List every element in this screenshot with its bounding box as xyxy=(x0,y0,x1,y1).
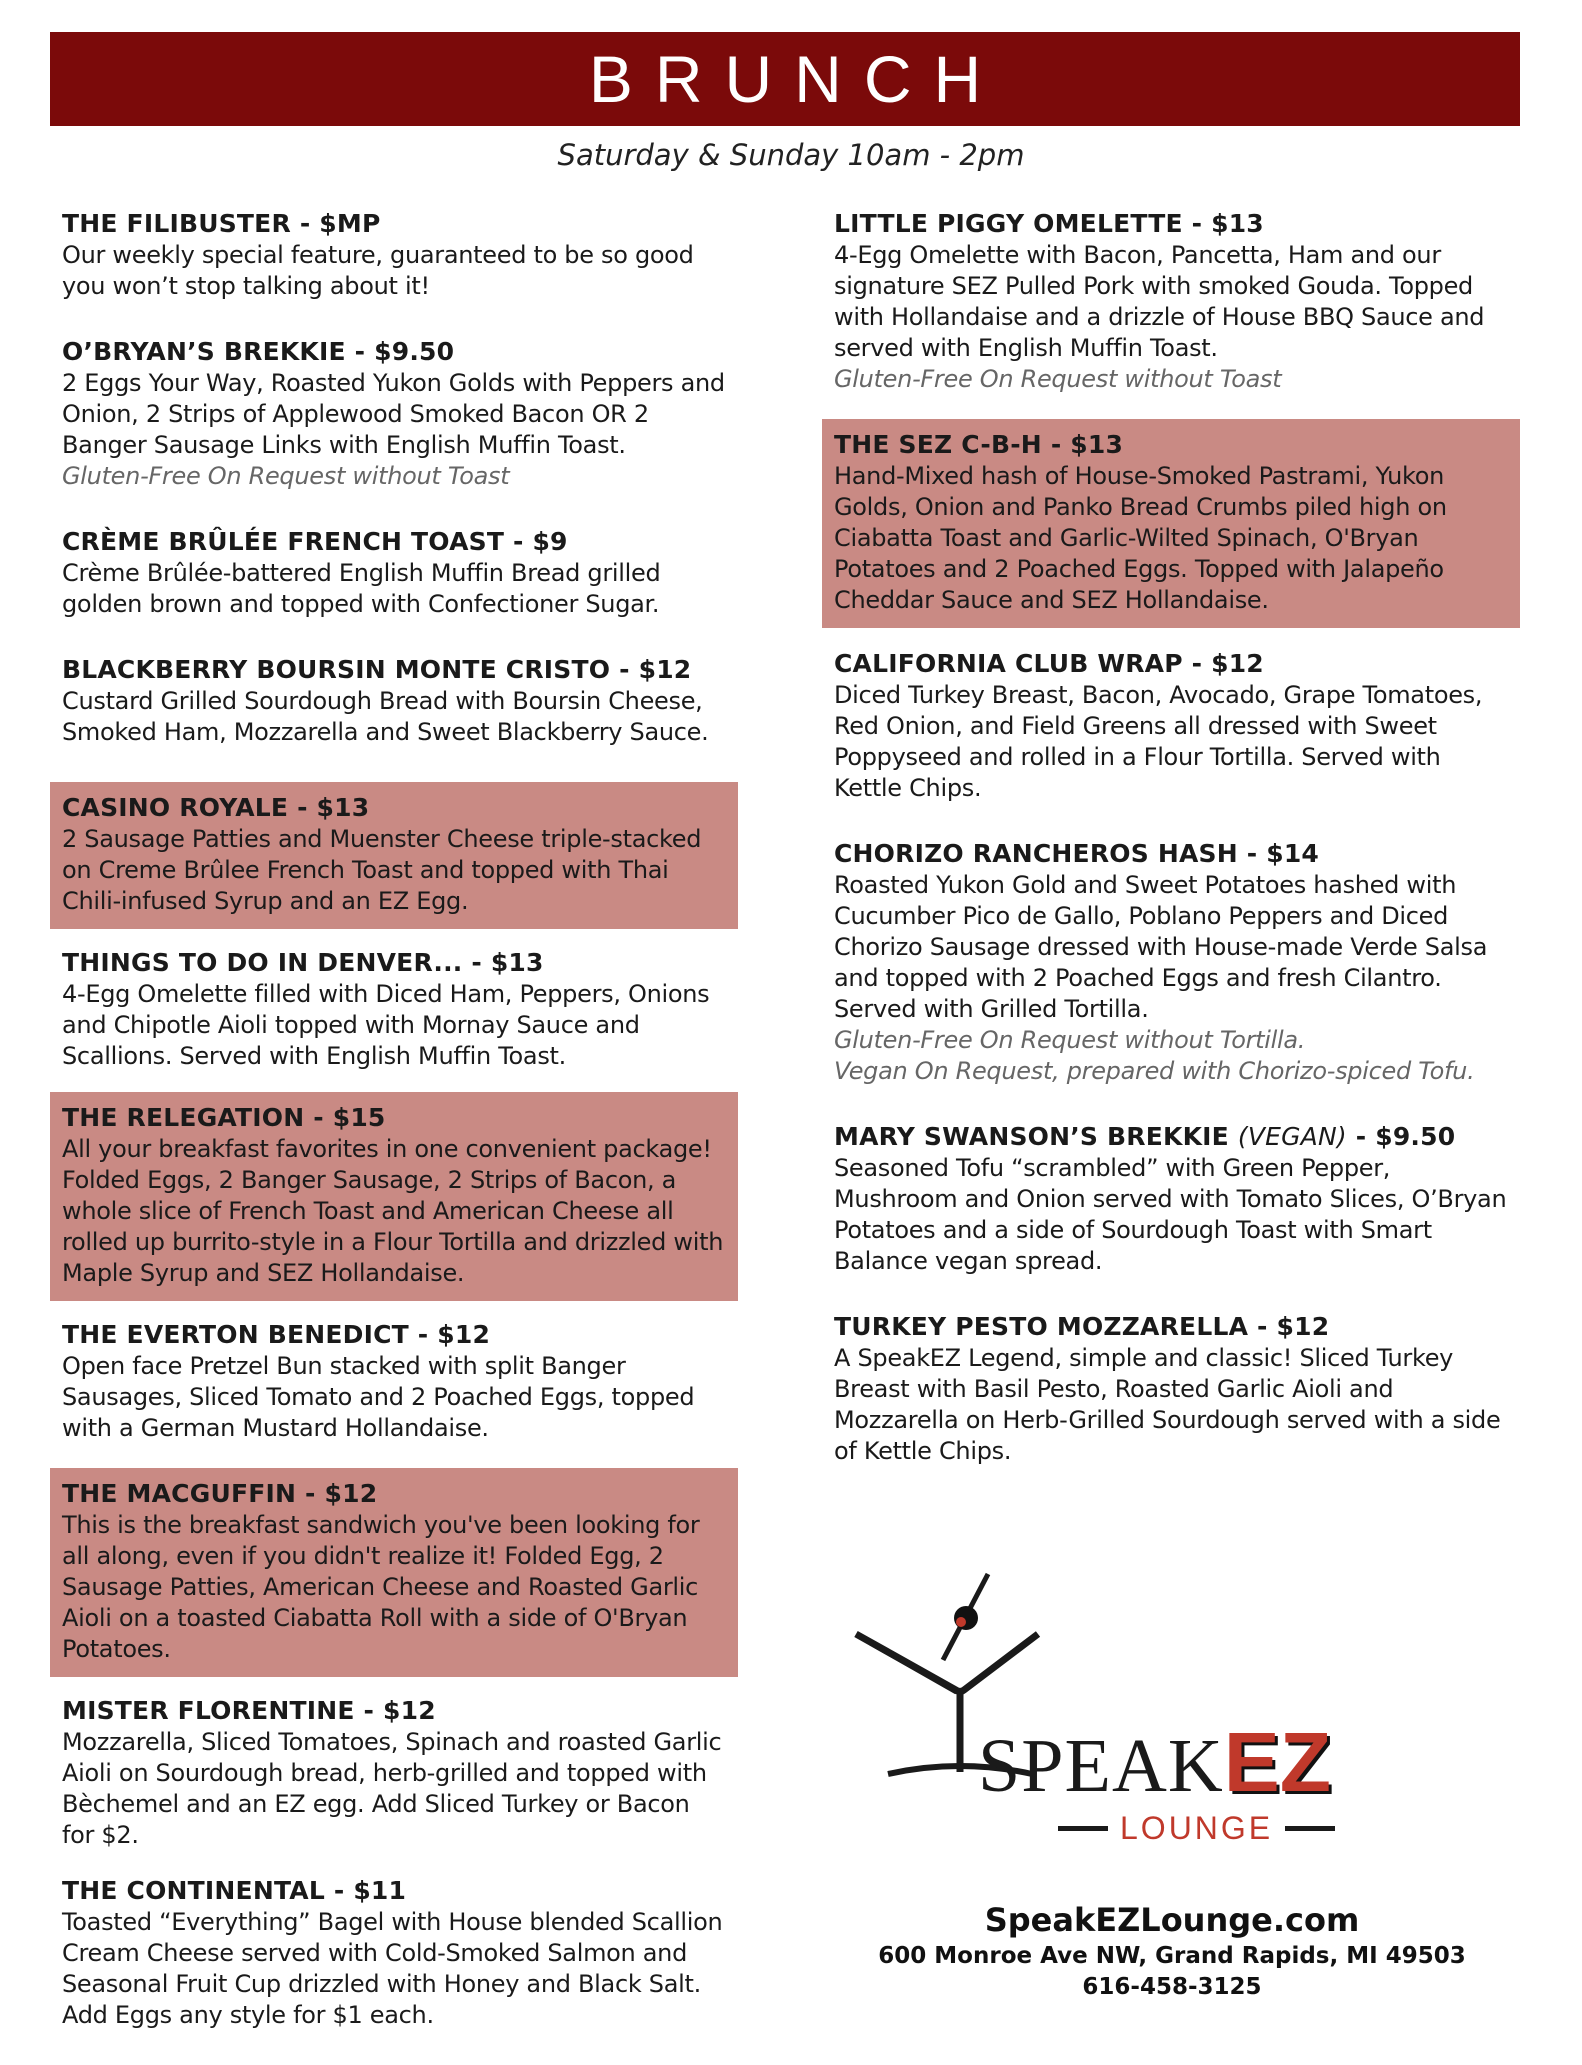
dietary-note: Gluten-Free On Request without Toast xyxy=(62,462,510,490)
menu-item-description: Open face Pretzel Bun stacked with split Banger Sausages, Sliced Tomato and 2 Poached Eggs, topped with a German Mustard Hollandaise. xyxy=(62,1352,695,1442)
menu-item-title: THE CONTINENTAL - $11 xyxy=(62,1876,407,1905)
logo-lounge-row xyxy=(1058,1810,1335,1847)
logo-divider-right xyxy=(1285,1826,1335,1831)
menu-item-title: THE RELEGATION - $15 xyxy=(62,1103,386,1132)
menu-item-title: O’BRYAN’S BREKKIE - $9.50 xyxy=(62,337,455,366)
page-title: BRUNCH xyxy=(588,42,1004,116)
menu-item-title xyxy=(834,1121,1508,1153)
menu-item-title: THE EVERTON BENEDICT - $12 xyxy=(62,1320,491,1349)
title-price: - $9.50 xyxy=(1355,1122,1456,1151)
menu-item xyxy=(50,526,738,620)
menu-item-description: 4-Egg Omelette with Bacon, Pancetta, Ham and our signature SEZ Pulled Pork with smoked Gouda. Topped with Hollandaise and a drizzle of House BBQ Sauce and served with English Muffin Toast. xyxy=(834,241,1485,362)
menu-item-title: CHORIZO RANCHEROS HASH - $14 xyxy=(834,839,1320,868)
menu-item-description: Custard Grilled Sourdough Bread with Boursin Cheese, Smoked Ham, Mozzarella and Sweet Blackberry Sauce. xyxy=(62,687,709,746)
menu-item xyxy=(50,654,738,748)
menu-item-title: TURKEY PESTO MOZZARELLA - $12 xyxy=(834,1312,1330,1341)
menu-item xyxy=(50,336,738,492)
menu-item-title: LITTLE PIGGY OMELETTE - $13 xyxy=(834,209,1264,238)
menu-item-title: THE SEZ C-B-H - $13 xyxy=(834,430,1124,459)
menu-item-description: 4-Egg Omelette filled with Diced Ham, Peppers, Onions and Chipotle Aioli topped with Mornay Sauce and Scallions. Served with English Muffin Toast. xyxy=(62,980,710,1070)
menu-item xyxy=(822,838,1520,1087)
menu-item-title: CALIFORNIA CLUB WRAP - $12 xyxy=(834,649,1264,678)
menu-item-highlighted xyxy=(50,1092,738,1301)
logo-divider-left xyxy=(1058,1826,1108,1831)
menu-item-title: CASINO ROYALE - $13 xyxy=(62,793,370,822)
menu-item-description: Roasted Yukon Gold and Sweet Potatoes hashed with Cucumber Pico de Gallo, Poblano Peppers and Diced Chorizo Sausage dressed with House-made Verde Salsa and topped with 2 Poached Eggs and fresh Cilantro. Served with Grilled Tortilla. xyxy=(834,871,1488,1023)
contact-footer xyxy=(822,1900,1522,2002)
logo-speak: SPEAK xyxy=(978,1724,1224,1808)
menu-item xyxy=(50,1695,738,1851)
menu-item-description: Our weekly special feature, guaranteed to be so good you won’t stop talking about it! xyxy=(62,241,694,300)
address: 600 Monroe Ave NW, Grand Rapids, MI 49503 xyxy=(878,1943,1466,1969)
hours-subtitle: Saturday & Sunday 10am - 2pm xyxy=(557,138,1025,172)
logo-wordmark xyxy=(978,1714,1331,1811)
dietary-note: Gluten-Free On Request without Toast xyxy=(834,365,1282,393)
website-link[interactable]: SpeakEZLounge.com xyxy=(984,1901,1360,1939)
menu-item-description: 2 Eggs Your Way, Roasted Yukon Golds with Peppers and Onion, 2 Strips of Applewood Smoked Bacon OR 2 Banger Sausage Links with English Muffin Toast. xyxy=(62,369,725,459)
menu-item-title: THE FILIBUSTER - $MP xyxy=(62,209,381,238)
menu-column-left xyxy=(50,208,738,2065)
menu-item-highlighted xyxy=(50,1468,738,1677)
logo-lounge: LOUNGE xyxy=(1120,1810,1274,1846)
vegan-tag: (VEGAN) xyxy=(1237,1122,1347,1151)
menu-item-description: All your breakfast favorites in one convenient package! Folded Eggs, 2 Banger Sausage, 2 Strips of Bacon, a whole slice of French Toast and American Cheese all rolled up burrito-style in a Flour Tortilla and drizzled with Maple Syrup and SEZ Hollandaise. xyxy=(62,1135,724,1287)
logo-ez: EZ xyxy=(1223,1715,1332,1809)
menu-item xyxy=(822,1311,1520,1467)
menu-item-description: Seasoned Tofu “scrambled” with Green Pepper, Mushroom and Onion served with Tomato Slices, O’Bryan Potatoes and a side of Sourdough Toast with Smart Balance vegan spread. xyxy=(834,1154,1507,1275)
dietary-note: Gluten-Free On Request without Tortilla. Vegan On Request, prepared with Chorizo-spiced Tofu. xyxy=(834,1026,1475,1085)
menu-item-description: Crème Brûlée-battered English Muffin Bread grilled golden brown and topped with Confectioner Sugar. xyxy=(62,559,661,618)
menu-item xyxy=(822,208,1520,395)
menu-item xyxy=(822,648,1520,804)
menu-item-description: Mozzarella, Sliced Tomatoes, Spinach and roasted Garlic Aioli on Sourdough bread, herb-grilled and topped with Bèchemel and an EZ egg. Add Sliced Turkey or Bacon for $2. xyxy=(62,1728,722,1849)
menu-item-description: Diced Turkey Breast, Bacon, Avocado, Grape Tomatoes, Red Onion, and Field Greens all dressed with Sweet Poppyseed and rolled in a Flour Tortilla. Served with Kettle Chips. xyxy=(834,681,1483,802)
menu-column-right xyxy=(822,208,1520,1501)
menu-item-title: MISTER FLORENTINE - $12 xyxy=(62,1696,436,1725)
menu-item-title: THE MACGUFFIN - $12 xyxy=(62,1479,378,1508)
menu-item xyxy=(50,208,738,302)
title-banner xyxy=(50,32,1520,126)
title-main: MARY SWANSON’S BREKKIE xyxy=(834,1122,1229,1151)
menu-item-highlighted xyxy=(822,419,1520,628)
menu-item xyxy=(50,947,738,1072)
menu-item-description: This is the breakfast sandwich you've been looking for all along, even if you didn't realize it! Folded Egg, 2 Sausage Patties, American Cheese and Roasted Garlic Aioli on a toasted Ciabatta Roll with a side of O'Bryan Potatoes. xyxy=(62,1511,700,1663)
menu-item xyxy=(50,1875,738,2031)
menu-item-title: THINGS TO DO IN DENVER... - $13 xyxy=(62,948,544,977)
menu-item-title: BLACKBERRY BOURSIN MONTE CRISTO - $12 xyxy=(62,655,692,684)
menu-item xyxy=(50,1319,738,1444)
speakez-logo xyxy=(848,1562,1458,1846)
menu-item-description: 2 Sausage Patties and Muenster Cheese triple-stacked on Creme Brûlee French Toast and topped with Thai Chili-infused Syrup and an EZ Egg. xyxy=(62,825,702,915)
menu-item-description: A SpeakEZ Legend, simple and classic! Sliced Turkey Breast with Basil Pesto, Roasted Garlic Aioli and Mozzarella on Herb-Grilled Sourdough served with a side of Kettle Chips. xyxy=(834,1344,1501,1465)
phone-number: 616-458-3125 xyxy=(1082,1974,1262,2000)
menu-item-description: Toasted “Everything” Bagel with House blended Scallion Cream Cheese served with Cold-Smoked Salmon and Seasonal Fruit Cup drizzled with Honey and Black Salt. Add Eggs any style for $1 each. xyxy=(62,1908,723,2029)
menu-item-description: Hand-Mixed hash of House-Smoked Pastrami, Yukon Golds, Onion and Panko Bread Crumbs piled high on Ciabatta Toast and Garlic-Wilted Spinach, O'Bryan Potatoes and 2 Poached Eggs. Topped with Jalapeño Cheddar Sauce and SEZ Hollandaise. xyxy=(834,462,1447,614)
menu-item-title: CRÈME BRÛLÉE FRENCH TOAST - $9 xyxy=(62,527,568,556)
menu-item xyxy=(822,1121,1520,1277)
menu-item-highlighted xyxy=(50,782,738,929)
